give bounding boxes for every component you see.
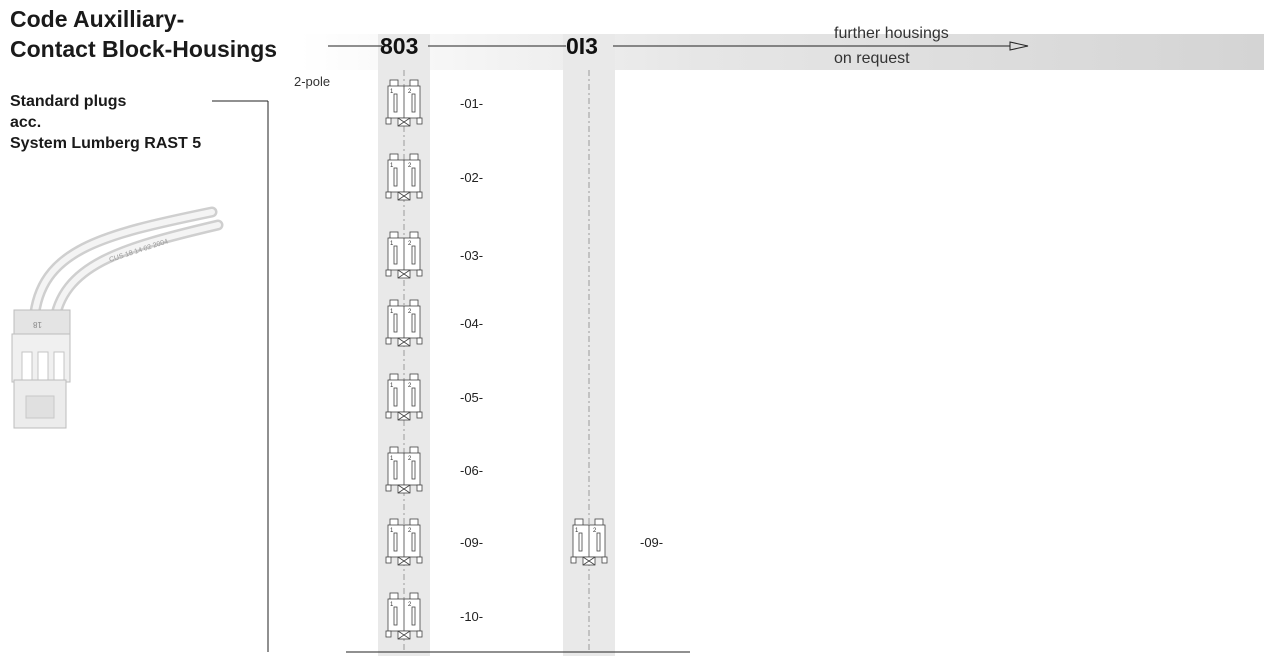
code-label: -09- xyxy=(460,535,484,550)
contact-block-symbol xyxy=(384,76,424,134)
contact-block-symbol xyxy=(384,228,424,286)
title-line-2: Contact Block-Housings xyxy=(10,36,278,62)
pin-number-1: 1 xyxy=(390,528,394,534)
contact-block-symbol xyxy=(384,443,424,501)
contact-block-symbol xyxy=(384,589,424,647)
standard-line-1: Standard plugs xyxy=(10,93,127,110)
pin-number-2: 2 xyxy=(408,309,412,315)
pin-number-2: 2 xyxy=(408,89,412,95)
pin-number-1: 1 xyxy=(390,89,394,95)
contact-block-symbol xyxy=(384,370,424,428)
code-label: -09- xyxy=(640,535,664,550)
arrow-right-icon xyxy=(1010,42,1028,50)
code-label: -02- xyxy=(460,170,484,185)
pin-number-2: 2 xyxy=(593,528,597,534)
housing-label-803: 803 xyxy=(380,33,419,59)
code-label: -10- xyxy=(460,609,484,624)
code-label: -03- xyxy=(460,248,484,263)
pin-number-2: 2 xyxy=(408,456,412,462)
pin-number-1: 1 xyxy=(390,383,394,389)
pin-number-1: 1 xyxy=(390,456,394,462)
pin-number-2: 2 xyxy=(408,241,412,247)
further-housings-line-1: further housings xyxy=(834,25,949,42)
pin-number-2: 2 xyxy=(408,383,412,389)
pole-label: 2-pole xyxy=(294,74,331,89)
code-label: -01- xyxy=(460,96,484,111)
pin-number-1: 1 xyxy=(390,163,394,169)
further-housings-line-2: on request xyxy=(834,50,910,67)
pin-number-1: 1 xyxy=(390,241,394,247)
svg-text:18: 18 xyxy=(33,320,42,329)
code-label: -06- xyxy=(460,463,484,478)
pin-number-2: 2 xyxy=(408,163,412,169)
contact-block-symbol xyxy=(384,296,424,354)
standard-line-3: System Lumberg RAST 5 xyxy=(10,135,202,152)
pin-number-1: 1 xyxy=(575,528,579,534)
code-label: -05- xyxy=(460,390,484,405)
pin-number-2: 2 xyxy=(408,602,412,608)
pin-number-1: 1 xyxy=(390,309,394,315)
svg-text:CUS 18 14 02 2004: CUS 18 14 02 2004 xyxy=(108,238,170,264)
pin-number-2: 2 xyxy=(408,528,412,534)
standard-line-2: acc. xyxy=(10,114,42,131)
pin-number-1: 1 xyxy=(390,602,394,608)
plug-photo xyxy=(12,212,218,428)
housing-label-0i3: 0I3 xyxy=(566,33,598,59)
code-label: -04- xyxy=(460,316,484,331)
standard-plugs-text xyxy=(10,91,201,154)
contact-block-symbol xyxy=(384,150,424,208)
contact-block-symbol xyxy=(384,515,424,573)
contact-block-symbol xyxy=(569,515,609,573)
title-line-1: Code Auxilliary- xyxy=(10,6,185,32)
